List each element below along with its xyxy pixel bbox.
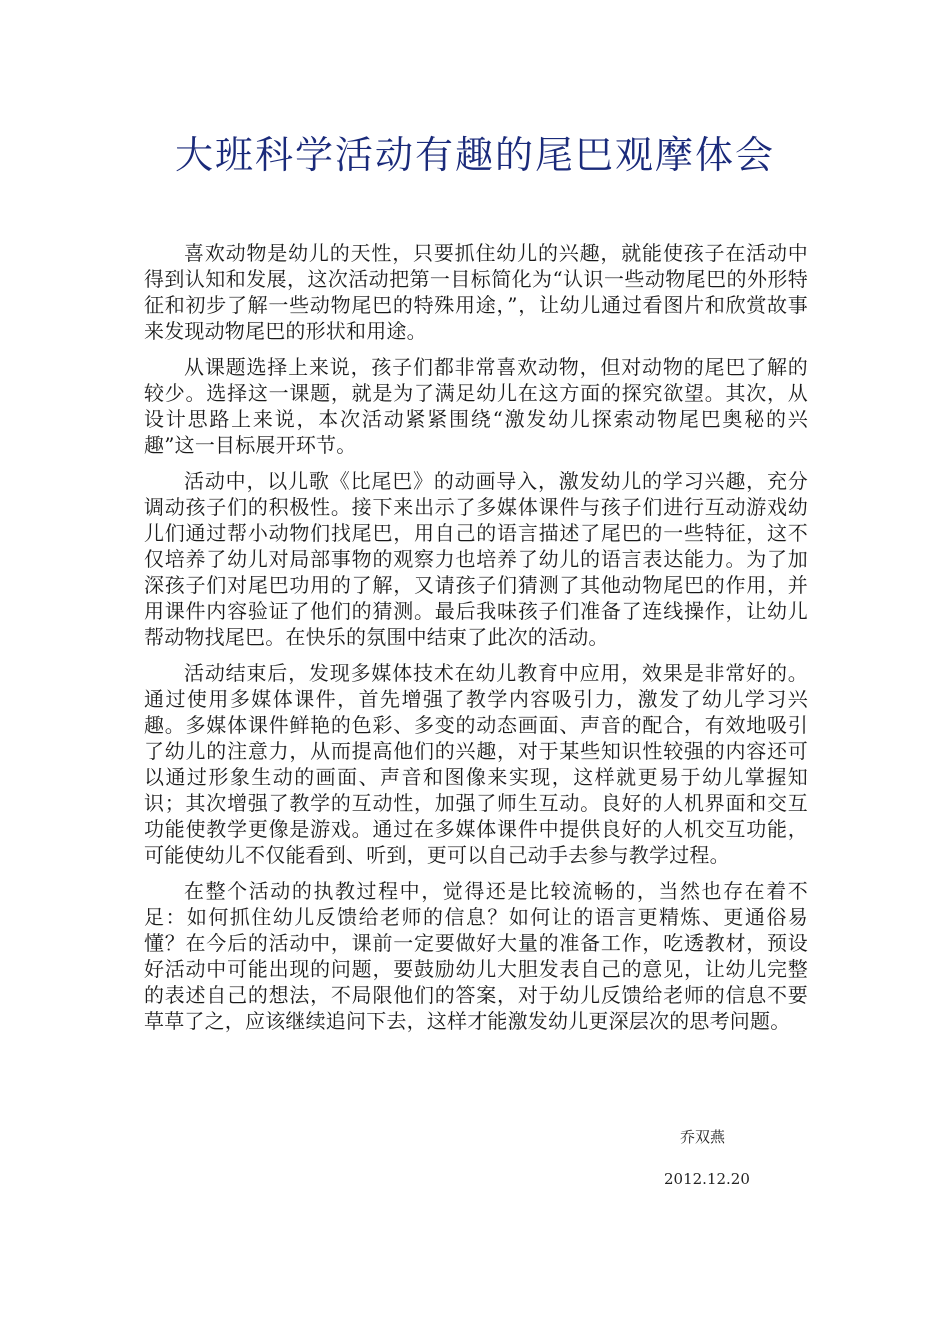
author-signature: 乔双燕 [680, 1128, 726, 1146]
document-date: 2012.12.20 [664, 1170, 750, 1188]
document-body [144, 240, 808, 1044]
document-title: 大班科学活动有趣的尾巴观摩体会 [174, 133, 775, 177]
paragraph-2: 从课题选择上来说，孩子们都非常喜欢动物，但对动物的尾巴了解的较少。选择这一课题，就是为了满足幼儿在这方面的探究欲望。其次，从设计思路上来说，本次活动紧紧围绕“激发幼儿探索动物尾巴奥秘的兴趣”这一目标展开环节。 [144, 355, 808, 457]
paragraph-5: 在整个活动的执教过程中，觉得还是比较流畅的，当然也存在着不足：如何抓住幼儿反馈给老师的信息？如何让的语言更精炼、更通俗易懂？在今后的活动中，课前一定要做好大量的准备工作，吃透教材，预设好活动中可能出现的问题，要鼓励幼儿大胆发表自己的意见，让幼儿完整的表述自己的想法，不局限他们的答案，对于幼儿反馈给老师的信息不要草草了之，应该继续追问下去，这样才能激发幼儿更深层次的思考问题。 [144, 879, 808, 1033]
paragraph-3: 活动中，以儿歌《比尾巴》的动画导入，激发幼儿的学习兴趣，充分调动孩子们的积极性。接下来出示了多媒体课件与孩子们进行互动游戏幼儿们通过帮小动物们找尾巴，用自己的语言描述了尾巴的一些特征，这不仅培养了幼儿对局部事物的观察力也培养了幼儿的语言表达能力。为了加深孩子们对尾巴功用的了解，又请孩子们猜测了其他动物尾巴的作用，并用课件内容验证了他们的猜测。最后我味孩子们准备了连线操作，让幼儿帮动物找尾巴。在快乐的氛围中结束了此次的活动。 [144, 469, 808, 649]
paragraph-1: 喜欢动物是幼儿的天性，只要抓住幼儿的兴趣，就能使孩子在活动中得到认知和发展，这次活动把第一目标简化为“认识一些动物尾巴的外形特征和初步了解一些动物尾巴的特殊用途，”，让幼儿通过看图片和欣赏故事来发现动物尾巴的形状和用途。 [144, 241, 808, 343]
paragraph-4: 活动结束后，发现多媒体技术在幼儿教育中应用，效果是非常好的。通过使用多媒体课件，首先增强了教学内容吸引力，激发了幼儿学习兴趣。多媒体课件鲜艳的色彩、多变的动态画面、声音的配合，有效地吸引了幼儿的注意力，从而提高他们的兴趣，对于某些知识性较强的内容还可以通过形象生动的画面、声音和图像来实现，这样就更易于幼儿掌握知识；其次增强了教学的互动性，加强了师生互动。良好的人机界面和交互功能使教学更像是游戏。通过在多媒体课件中提供良好的人机交互功能，可能使幼儿不仅能看到、听到，更可以自己动手去参与教学过程。 [144, 661, 808, 867]
